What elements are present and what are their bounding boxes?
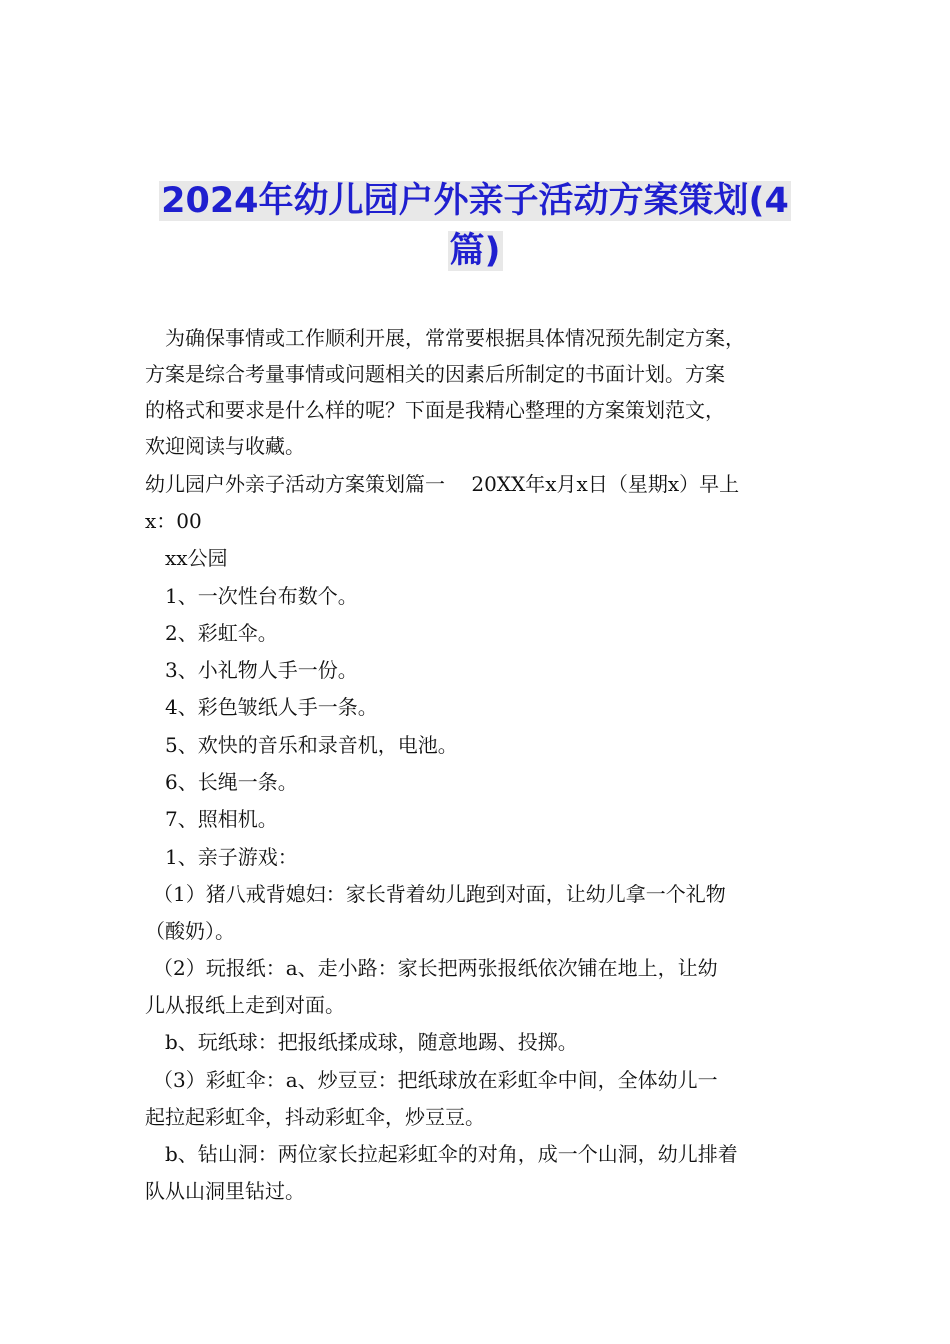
game-line: （1）猪八戒背媳妇：家长背着幼儿跑到对面，让幼儿拿一个礼物 [153,882,726,906]
game-line: 儿从报纸上走到对面。 [145,993,345,1017]
game-line: （3）彩虹伞：a、炒豆豆：把纸球放在彩虹伞中间，全体幼儿一 [153,1068,718,1092]
time-line: x：00 [145,509,202,533]
game-line: （酸奶）。 [145,919,235,943]
material-item: 6、长绳一条。 [165,770,298,794]
game-line: 队从山洞里钻过。 [145,1179,305,1203]
intro-line: 方案是综合考量事情或问题相关的因素后所制定的书面计划。方案 [145,362,725,386]
material-item: 4、彩色皱纸人手一条。 [165,695,378,719]
game-line: 起拉起彩虹伞，抖动彩虹伞，炒豆豆。 [145,1105,485,1129]
document-title [140,176,810,276]
material-item: 3、小礼物人手一份。 [165,658,358,682]
games-heading: 1、亲子游戏： [165,845,298,869]
game-line: b、钻山洞：两位家长拉起彩虹伞的对角，成一个山洞，幼儿排着 [165,1142,738,1166]
section-heading: 幼儿园户外亲子活动方案策划篇一 20XX年x月x日（星期x）早上 [145,472,740,496]
intro-line: 为确保事情或工作顺利开展，常常要根据具体情况预先制定方案， [165,326,745,350]
material-item: 7、照相机。 [165,807,278,831]
game-line: （2）玩报纸：a、走小路：家长把两张报纸依次铺在地上，让幼 [153,956,718,980]
title-line-2: 篇) [449,231,501,271]
material-item: 1、一次性台布数个。 [165,584,358,608]
intro-paragraph [145,320,810,464]
material-item: 5、欢快的音乐和录音机，电池。 [165,733,458,757]
title-line-1: 2024年幼儿园户外亲子活动方案策划(4 [161,181,789,221]
intro-line: 的格式和要求是什么样的呢？下面是我精心整理的方案策划范文， [145,398,725,422]
material-item: 2、彩虹伞。 [165,621,278,645]
intro-line: 欢迎阅读与收藏。 [145,434,305,458]
game-line: b、玩纸球：把报纸揉成球，随意地踢、投掷。 [165,1030,578,1054]
place-line: xx公园 [165,546,228,570]
